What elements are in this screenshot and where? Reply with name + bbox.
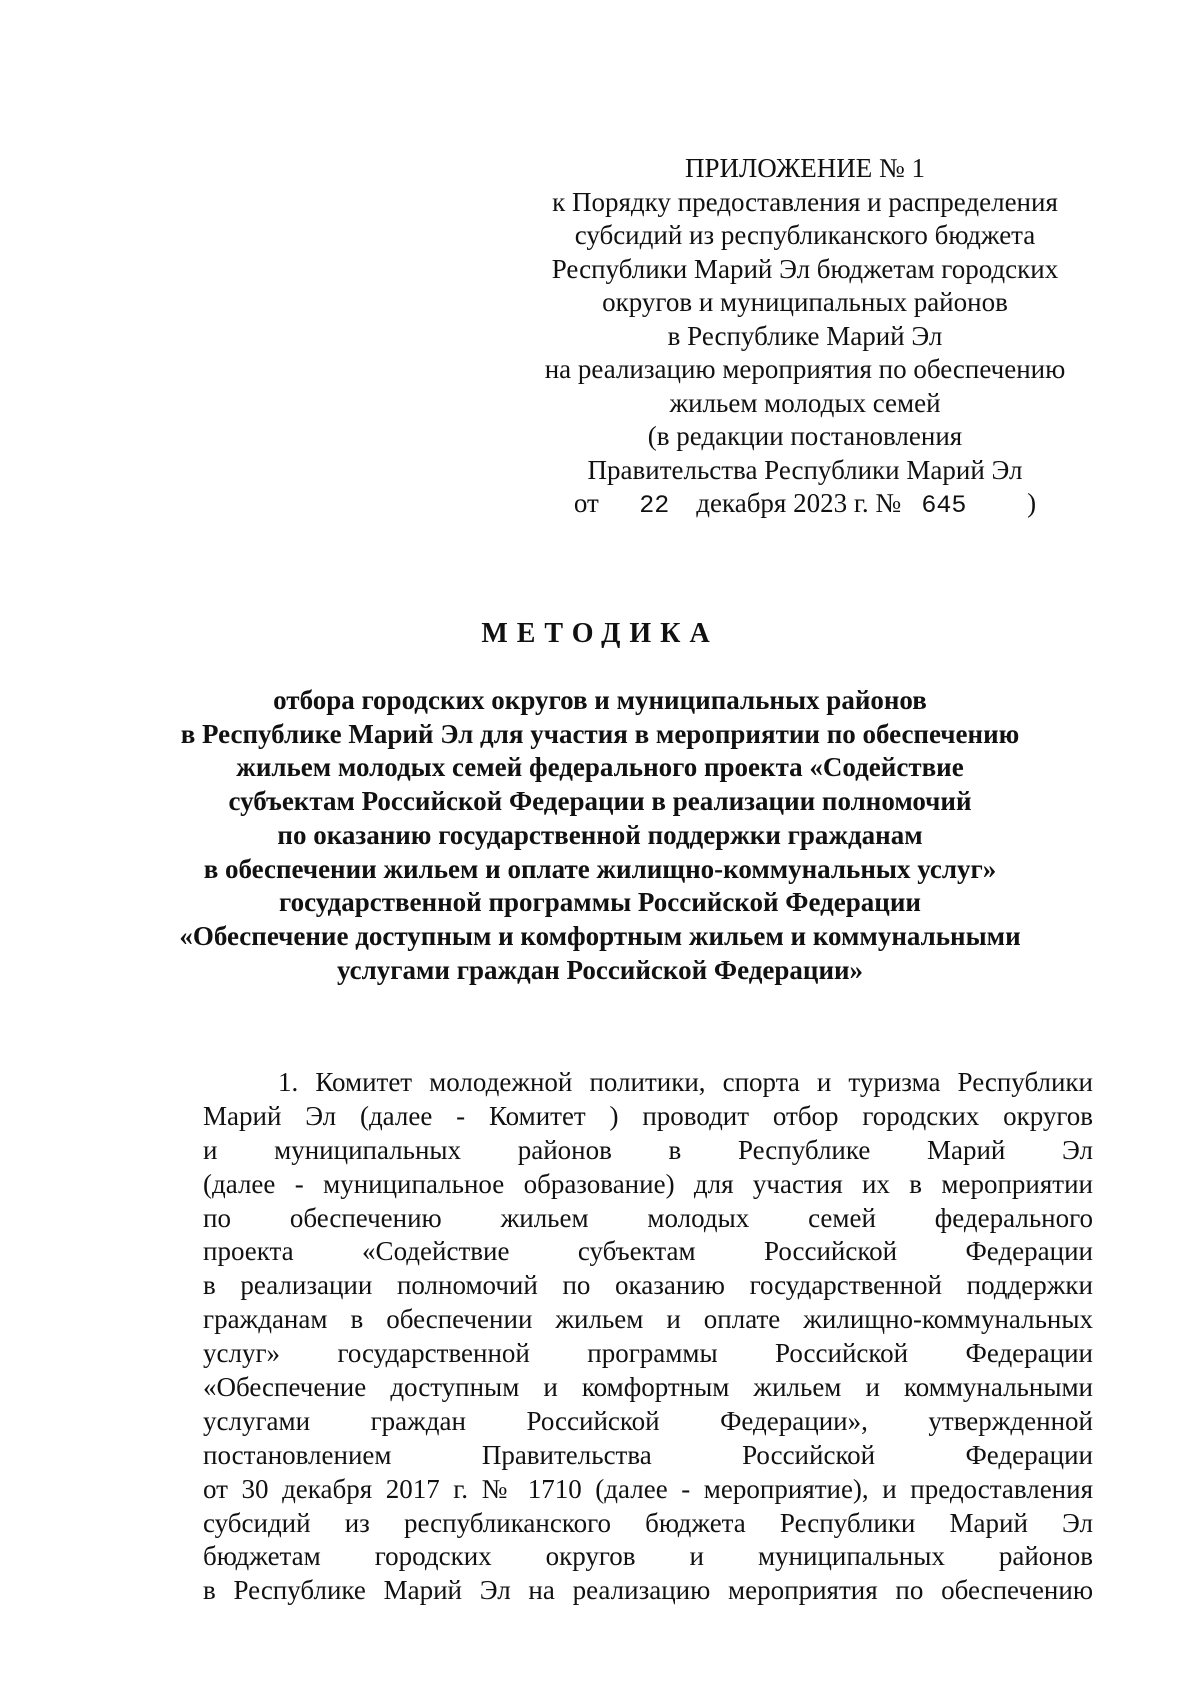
paragraph-line: проекта «Содействие субъектам Российской Федерации — [203, 1236, 1093, 1267]
paragraph-line: по обеспечению жильем молодых семей федерального — [203, 1202, 1093, 1233]
paragraph-line: гражданам в обеспечении жильем и оплате жилищно-коммунальных — [203, 1304, 1093, 1335]
date-close-paren: ) — [1027, 488, 1037, 518]
paragraph-line: Марий Эл (далее - Комитет ) проводит отбор городских округов — [203, 1100, 1093, 1131]
paragraph-line: услуг» государственной программы Российской Федерации — [203, 1338, 1093, 1369]
date-day: 22 — [639, 491, 670, 520]
date-month-year: декабря 2023 г. № — [696, 488, 902, 518]
subtitle-line: в Республике Марий Эл для участия в мероприятии по обеспечению — [180, 718, 1020, 749]
subtitle-line: «Обеспечение доступным и комфортным жильем и коммунальными — [179, 920, 1021, 951]
resolution-number: 645 — [921, 491, 967, 520]
paragraph-line: «Обеспечение доступным и комфортным жильем и коммунальными — [203, 1372, 1093, 1403]
document-subtitle — [150, 684, 1050, 987]
resolution-date-line — [520, 487, 1090, 523]
appendix-line: ПРИЛОЖЕНИЕ № 1 — [684, 153, 926, 183]
paragraph-line: 1. Комитет молодежной политики, спорта и туризма Республики — [278, 1067, 1093, 1097]
subtitle-line: в обеспечении жильем и оплате жилищно-коммунальных услуг» — [203, 853, 997, 884]
appendix-line: субсидий из республиканского бюджета — [574, 220, 1036, 250]
paragraph-line: от 30 декабря 2017 г. № 1710 (далее - мероприятие), и предоставления — [203, 1473, 1093, 1504]
paragraph-line: постановлением Правительства Российской Федерации — [203, 1439, 1093, 1470]
subtitle-line: жильем молодых семей федерального проекта «Содействие — [236, 752, 964, 783]
subtitle-line: отбора городских округов и муниципальных районов — [273, 685, 927, 715]
appendix-line: жильем молодых семей — [669, 387, 941, 418]
subtitle-line: по оказанию государственной поддержки гражданам — [277, 819, 923, 850]
appendix-header — [520, 152, 1090, 523]
subtitle-line: субъектам Российской Федерации в реализации полномочий — [228, 786, 972, 817]
appendix-line: Республики Марий Эл бюджетам городских — [551, 253, 1059, 284]
appendix-line: на реализацию мероприятия по обеспечению — [544, 354, 1066, 384]
paragraph-line: услугами граждан Российской Федерации», утвержденной — [203, 1405, 1093, 1436]
appendix-line: (в редакции постановления — [647, 421, 963, 451]
body-paragraph — [203, 1066, 1093, 1608]
appendix-line: Правительства Республики Марий Эл — [587, 454, 1023, 485]
paragraph-line: в реализации полномочий по оказанию государственной поддержки — [203, 1270, 1093, 1301]
paragraph-line: и муниципальных районов в Республике Марий Эл — [203, 1134, 1093, 1165]
subtitle-line: услугами граждан Российской Федерации» — [336, 954, 864, 985]
appendix-line: в Республике Марий Эл — [667, 320, 943, 351]
paragraph-line: бюджетам городских округов и муниципальных районов — [203, 1541, 1093, 1572]
paragraph-line: в Республике Марий Эл на реализацию мероприятия по обеспечению — [203, 1575, 1093, 1606]
paragraph-line: (далее - муниципальное образование) для участия их в мероприятии — [203, 1168, 1093, 1199]
subtitle-line: государственной программы Российской Федерации — [279, 887, 921, 918]
paragraph-line: субсидий из республиканского бюджета Республики Марий Эл — [203, 1507, 1093, 1538]
document-title: МЕТОДИКА — [481, 618, 719, 649]
appendix-line: к Порядку предоставления и распределения — [552, 186, 1058, 217]
appendix-line: округов и муниципальных районов — [602, 287, 1008, 317]
date-prefix: от — [573, 488, 599, 518]
